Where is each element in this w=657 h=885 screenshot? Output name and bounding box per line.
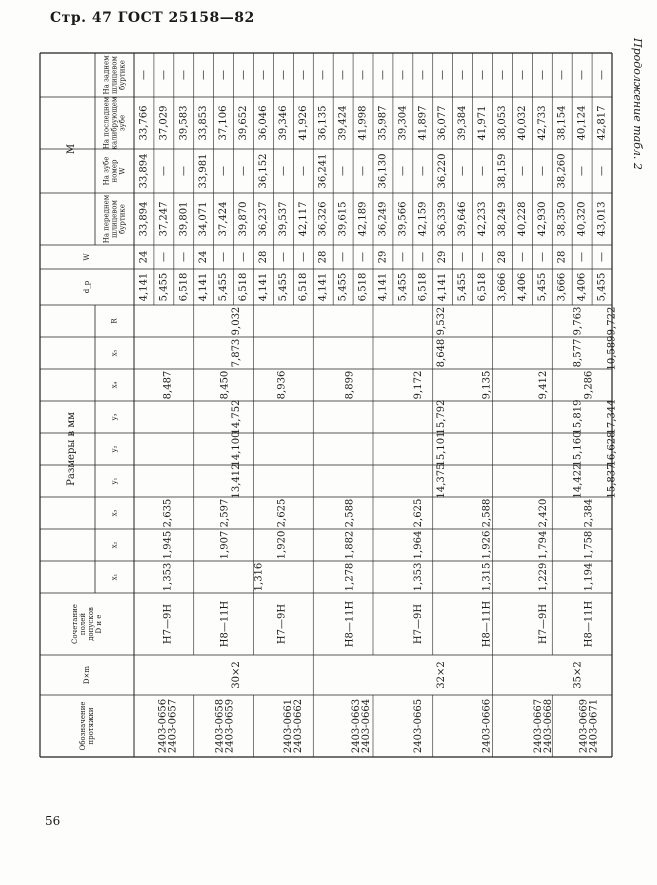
cell-x2: 1,920	[276, 530, 288, 560]
column-header-m2: На зубе	[102, 156, 111, 186]
cell-dp: 5,455	[457, 272, 469, 302]
cell-m1: 33,894	[138, 201, 150, 237]
cell-x5: 8,648	[435, 338, 447, 368]
cell-m3: 33,766	[138, 105, 150, 141]
cell-m3: 39,652	[238, 105, 250, 141]
column-header-y1: y₁	[110, 477, 119, 485]
cell-dp: 4,141	[437, 272, 449, 302]
cell-W: —	[457, 252, 469, 262]
cell-y3: 15,819	[572, 399, 584, 435]
cell-m4: —	[596, 70, 608, 80]
column-header-m2: W	[118, 167, 127, 175]
cell-W: —	[297, 252, 309, 262]
cell-m2: —	[536, 166, 548, 176]
cell-m3: 42,817	[596, 105, 608, 141]
cell-dp: 4,406	[576, 272, 588, 302]
cell-name: 2403-0662	[292, 698, 304, 754]
cell-m2: 36,241	[317, 153, 329, 189]
cell-W: —	[477, 252, 489, 262]
cell-x3: 2,588	[481, 498, 493, 528]
cell-m4: —	[576, 70, 588, 80]
cell-y3: 17,344	[606, 399, 618, 435]
column-header-fit: допусков	[87, 607, 95, 641]
cell-fit: H8—11H	[583, 600, 595, 648]
column-header-y3: y₃	[110, 413, 119, 421]
cell-m3: 36,135	[317, 105, 329, 141]
cell-m4: —	[297, 70, 309, 80]
cell-m3: 36,046	[257, 105, 269, 141]
column-header-name: Обозначение	[79, 701, 87, 751]
cell-m1: 39,615	[337, 201, 349, 237]
cell-x3: 2,625	[413, 498, 425, 528]
cell-x1: 1,194	[583, 562, 595, 592]
column-header-m4: На заднем	[102, 55, 111, 95]
cell-x2: 1,945	[162, 530, 174, 560]
cell-W: —	[417, 252, 429, 262]
column-header-m3: зубе	[118, 114, 127, 132]
cell-m3: 37,029	[158, 105, 170, 141]
cell-W: —	[158, 252, 170, 262]
cell-y2: 15,160	[572, 431, 584, 467]
cell-x5: 8,577	[572, 338, 584, 368]
cell-m4: —	[337, 70, 349, 80]
cell-x1: 1,316	[253, 562, 265, 592]
cell-x3: 2,635	[162, 498, 174, 528]
cell-m4: —	[178, 70, 190, 80]
cell-x1: 1,353	[413, 562, 425, 592]
cell-name: 2403-0666	[481, 698, 493, 754]
cell-name: 2403-0657	[167, 698, 179, 754]
cell-name: 2403-0664	[361, 698, 373, 754]
cell-m4: —	[238, 70, 250, 80]
column-header-fit: D и e	[95, 614, 103, 634]
cell-name: 2403-0668	[543, 698, 555, 754]
cell-x1: 1,315	[481, 562, 493, 592]
cell-x2: 1,964	[413, 530, 425, 560]
cell-m3: 42,733	[536, 105, 548, 141]
cell-dp: 5,455	[218, 272, 230, 302]
cell-dp: 4,406	[516, 272, 528, 302]
cell-m3: 40,124	[576, 105, 588, 141]
cell-m3: 39,346	[277, 105, 289, 141]
cell-dm: 30×2	[230, 661, 242, 689]
column-header-m4: буртике	[118, 60, 127, 90]
cell-m1: 40,320	[576, 201, 588, 237]
cell-m2: —	[477, 166, 489, 176]
cell-m2: —	[218, 166, 230, 176]
column-header-fit: Сочетание	[71, 604, 79, 644]
column-header-y2: y₂	[110, 445, 119, 453]
column-header-m3: На последнем	[102, 96, 111, 150]
cell-dp: 4,141	[198, 272, 210, 302]
cell-m1: 40,228	[516, 201, 528, 237]
column-header-x2: x₂	[110, 541, 119, 549]
cell-m1: 42,117	[297, 201, 309, 237]
cell-m3: 35,987	[377, 105, 389, 141]
cell-y1: 13,412	[230, 463, 242, 499]
cell-y2: 15,101	[435, 431, 447, 467]
cell-m2: 36,130	[377, 153, 389, 189]
cell-name: 2403-0667	[533, 698, 545, 754]
cell-m3: 38,053	[496, 105, 508, 141]
cell-m2: 36,152	[257, 153, 269, 189]
cell-m1: 36,237	[257, 201, 269, 237]
cell-m1: 42,930	[536, 201, 548, 237]
cell-m1: 34,071	[198, 201, 210, 237]
column-header-m1: буртике	[118, 204, 127, 234]
cell-W: 28	[257, 250, 269, 264]
cell-W: 24	[198, 250, 210, 264]
m-group-header: M	[66, 143, 77, 155]
cell-fit: H8—11H	[344, 600, 356, 648]
cell-fit: H8—11H	[481, 600, 493, 648]
cell-m1: 39,870	[238, 201, 250, 237]
cell-m2: —	[576, 166, 588, 176]
cell-dp: 4,141	[317, 272, 329, 302]
cell-x4: 8,450	[219, 370, 231, 400]
cell-name: 2403-0669	[578, 698, 590, 754]
cell-m4: —	[556, 70, 568, 80]
cell-fit: H7—9H	[276, 603, 288, 645]
cell-m1: 36,249	[377, 201, 389, 237]
cell-m3: 39,583	[178, 105, 190, 141]
cell-m2: —	[417, 166, 429, 176]
cell-R: 9,032	[230, 306, 242, 336]
cell-m4: —	[536, 70, 548, 80]
cell-R: 9,722	[606, 306, 618, 336]
cell-x4: 9,286	[583, 370, 595, 400]
cell-x3: 2,588	[344, 498, 356, 528]
cell-m2: —	[397, 166, 409, 176]
cell-fit: H8—11H	[219, 600, 231, 648]
page-header: Стр. 47 ГОСТ 25158—82	[50, 10, 255, 26]
cell-m2: —	[238, 166, 250, 176]
cell-W: 29	[377, 250, 389, 264]
cell-W: 28	[496, 250, 508, 264]
cell-dp: 6,518	[357, 272, 369, 302]
cell-m4: —	[138, 70, 150, 80]
column-header-m1: На переднем	[102, 194, 111, 244]
cell-dp: 5,455	[337, 272, 349, 302]
column-header-R: R	[110, 318, 119, 324]
cell-dp: 4,141	[377, 272, 389, 302]
column-header-x5: x₅	[110, 349, 119, 357]
cell-m2: —	[277, 166, 289, 176]
cell-m3: 33,853	[198, 105, 210, 141]
column-header-x1: x₁	[110, 573, 119, 581]
cell-dp: 6,518	[417, 272, 429, 302]
cell-m1: 38,350	[556, 201, 568, 237]
cell-m1: 39,801	[178, 201, 190, 237]
cell-y3: 14,752	[230, 399, 242, 435]
cell-m4: —	[516, 70, 528, 80]
cell-name: 2403-0671	[588, 698, 600, 754]
cell-m1: 38,249	[496, 201, 508, 237]
cell-dp: 6,518	[238, 272, 250, 302]
page-number: 56	[45, 814, 61, 828]
cell-x2: 1,794	[538, 530, 550, 560]
cell-W: —	[357, 252, 369, 262]
cell-dp: 6,518	[477, 272, 489, 302]
cell-m4: —	[257, 70, 269, 80]
cell-y1: 14,375	[435, 463, 447, 499]
cell-m2: 38,260	[556, 153, 568, 189]
cell-m1: 42,233	[477, 201, 489, 237]
column-header-fit: полей	[79, 612, 87, 636]
cell-name: 2403-0656	[157, 698, 169, 754]
cell-dm: 32×2	[435, 661, 447, 689]
cell-dp: 6,518	[178, 272, 190, 302]
cell-x3: 2,420	[538, 498, 550, 528]
column-header-x3: x₃	[110, 509, 119, 517]
column-header-m3: калибрующем	[110, 96, 119, 150]
cell-m2: —	[178, 166, 190, 176]
cell-m3: 41,926	[297, 105, 309, 141]
cell-x3: 2,625	[276, 498, 288, 528]
column-header-x4: x₄	[110, 381, 119, 389]
cell-m4: —	[158, 70, 170, 80]
cell-name: 2403-0661	[282, 698, 294, 754]
cell-m1: 36,339	[437, 201, 449, 237]
cell-dp: 3,666	[556, 272, 568, 302]
cell-m4: —	[397, 70, 409, 80]
cell-y2: 14,100	[230, 431, 242, 467]
cell-m2: 33,981	[198, 153, 210, 189]
cell-m4: —	[277, 70, 289, 80]
cell-x5: 7,873	[230, 338, 242, 368]
cell-x3: 2,384	[583, 498, 595, 528]
cell-W: —	[516, 252, 528, 262]
cell-m2: —	[457, 166, 469, 176]
cell-m3: 39,424	[337, 105, 349, 141]
cell-x4: 9,135	[481, 370, 493, 400]
cell-m4: —	[457, 70, 469, 80]
cell-W: —	[277, 252, 289, 262]
cell-m2: 36,220	[437, 153, 449, 189]
cell-m1: 42,159	[417, 201, 429, 237]
cell-x2: 1,926	[481, 530, 493, 560]
cell-x4: 8,487	[162, 370, 174, 400]
cell-m2: —	[596, 166, 608, 176]
cell-fit: H7—9H	[413, 603, 425, 645]
cell-m3: 40,032	[516, 105, 528, 141]
cell-m3: 41,971	[477, 105, 489, 141]
cell-m4: —	[477, 70, 489, 80]
cell-fit: H7—9H	[538, 603, 550, 645]
cell-m3: 41,897	[417, 105, 429, 141]
cell-dp: 5,455	[596, 272, 608, 302]
cell-x3: 2,597	[219, 498, 231, 528]
cell-m1: 36,326	[317, 201, 329, 237]
cell-m1: 37,247	[158, 201, 170, 237]
column-header-m2: номер	[110, 159, 119, 183]
cell-x2: 1,758	[583, 530, 595, 560]
cell-dp: 6,518	[297, 272, 309, 302]
cell-x1: 1,353	[162, 562, 174, 592]
cell-dp: 5,455	[536, 272, 548, 302]
cell-x4: 8,899	[344, 370, 356, 400]
cell-m2: 33,894	[138, 153, 150, 189]
cell-W: 28	[556, 250, 568, 264]
cell-x4: 9,172	[413, 370, 425, 400]
column-header-m1: шлицевом	[110, 200, 119, 238]
cell-m2: 38,159	[496, 153, 508, 189]
cell-dp: 4,141	[257, 272, 269, 302]
column-header-name: протяжки	[87, 707, 95, 745]
cell-x2: 1,907	[219, 530, 231, 560]
cell-dm: 35×2	[572, 661, 584, 689]
cell-m3: 36,077	[437, 105, 449, 141]
cell-fit: H7—9H	[162, 603, 174, 645]
cell-dp: 4,141	[138, 272, 150, 302]
cell-x1: 1,229	[538, 562, 550, 592]
cell-W: —	[218, 252, 230, 262]
cell-name: 2403-0658	[214, 698, 226, 754]
cell-m2: —	[158, 166, 170, 176]
cell-dp: 3,666	[496, 272, 508, 302]
table-continuation-label: Продолжение табл. 2	[631, 38, 644, 170]
cell-m4: —	[496, 70, 508, 81]
cell-W: 28	[317, 250, 329, 264]
column-header-m4: шлицевом	[110, 56, 119, 94]
cell-W: —	[238, 252, 250, 262]
cell-m3: 37,106	[218, 105, 230, 141]
cell-y1: 14,422	[572, 463, 584, 499]
cell-m3: 39,384	[457, 105, 469, 141]
cell-W: —	[536, 252, 548, 262]
cell-x5: 10,589	[606, 335, 618, 371]
cell-y3: 15,792	[435, 399, 447, 435]
cell-dp: 5,455	[158, 272, 170, 302]
cell-m4: —	[357, 70, 369, 80]
cell-m1: 39,537	[277, 201, 289, 237]
cell-x1: 1,278	[344, 562, 356, 592]
cell-m1: 43,013	[596, 201, 608, 237]
cell-name: 2403-0659	[224, 698, 236, 754]
cell-W: —	[576, 252, 588, 262]
cell-m1: 42,189	[357, 201, 369, 237]
group-header: Размеры в мм	[66, 412, 77, 486]
cell-W: —	[397, 252, 409, 262]
cell-W: —	[596, 252, 608, 262]
cell-W: —	[337, 252, 349, 262]
cell-m4: —	[437, 70, 449, 80]
cell-m4: —	[218, 70, 230, 80]
cell-m4: —	[377, 70, 389, 80]
cell-name: 2403-0663	[351, 698, 363, 754]
cell-R: 9,532	[435, 306, 447, 336]
cell-W: 24	[138, 250, 150, 264]
cell-m1: 39,566	[397, 201, 409, 237]
cell-m2: —	[297, 166, 309, 176]
cell-m3: 41,998	[357, 105, 369, 141]
cell-dp: 5,455	[277, 272, 289, 302]
cell-m3: 38,154	[556, 105, 568, 141]
cell-name: 2403-0665	[413, 698, 425, 754]
cell-R: 9,763	[572, 306, 584, 336]
cell-x4: 9,412	[538, 370, 550, 400]
column-header-dp: d_p	[83, 280, 91, 294]
cell-W: —	[178, 252, 190, 262]
column-header-W: W	[83, 253, 91, 261]
cell-m1: 39,646	[457, 201, 469, 237]
column-header-dm: D×m	[83, 665, 91, 685]
cell-m2: —	[337, 166, 349, 176]
cell-m2: —	[357, 166, 369, 176]
cell-W: 29	[437, 250, 449, 264]
cell-x2: 1,882	[344, 530, 356, 560]
cell-x4: 8,936	[276, 370, 288, 400]
cell-m2: —	[516, 166, 528, 176]
cell-m4: —	[417, 70, 429, 80]
cell-m3: 39,304	[397, 105, 409, 141]
cell-dp: 5,455	[397, 272, 409, 302]
cell-m4: —	[198, 70, 210, 80]
cell-y1: 15,837	[606, 463, 618, 499]
cell-m1: 37,424	[218, 201, 230, 237]
cell-m4: —	[317, 70, 329, 80]
cell-y2: 16,628	[606, 431, 618, 467]
